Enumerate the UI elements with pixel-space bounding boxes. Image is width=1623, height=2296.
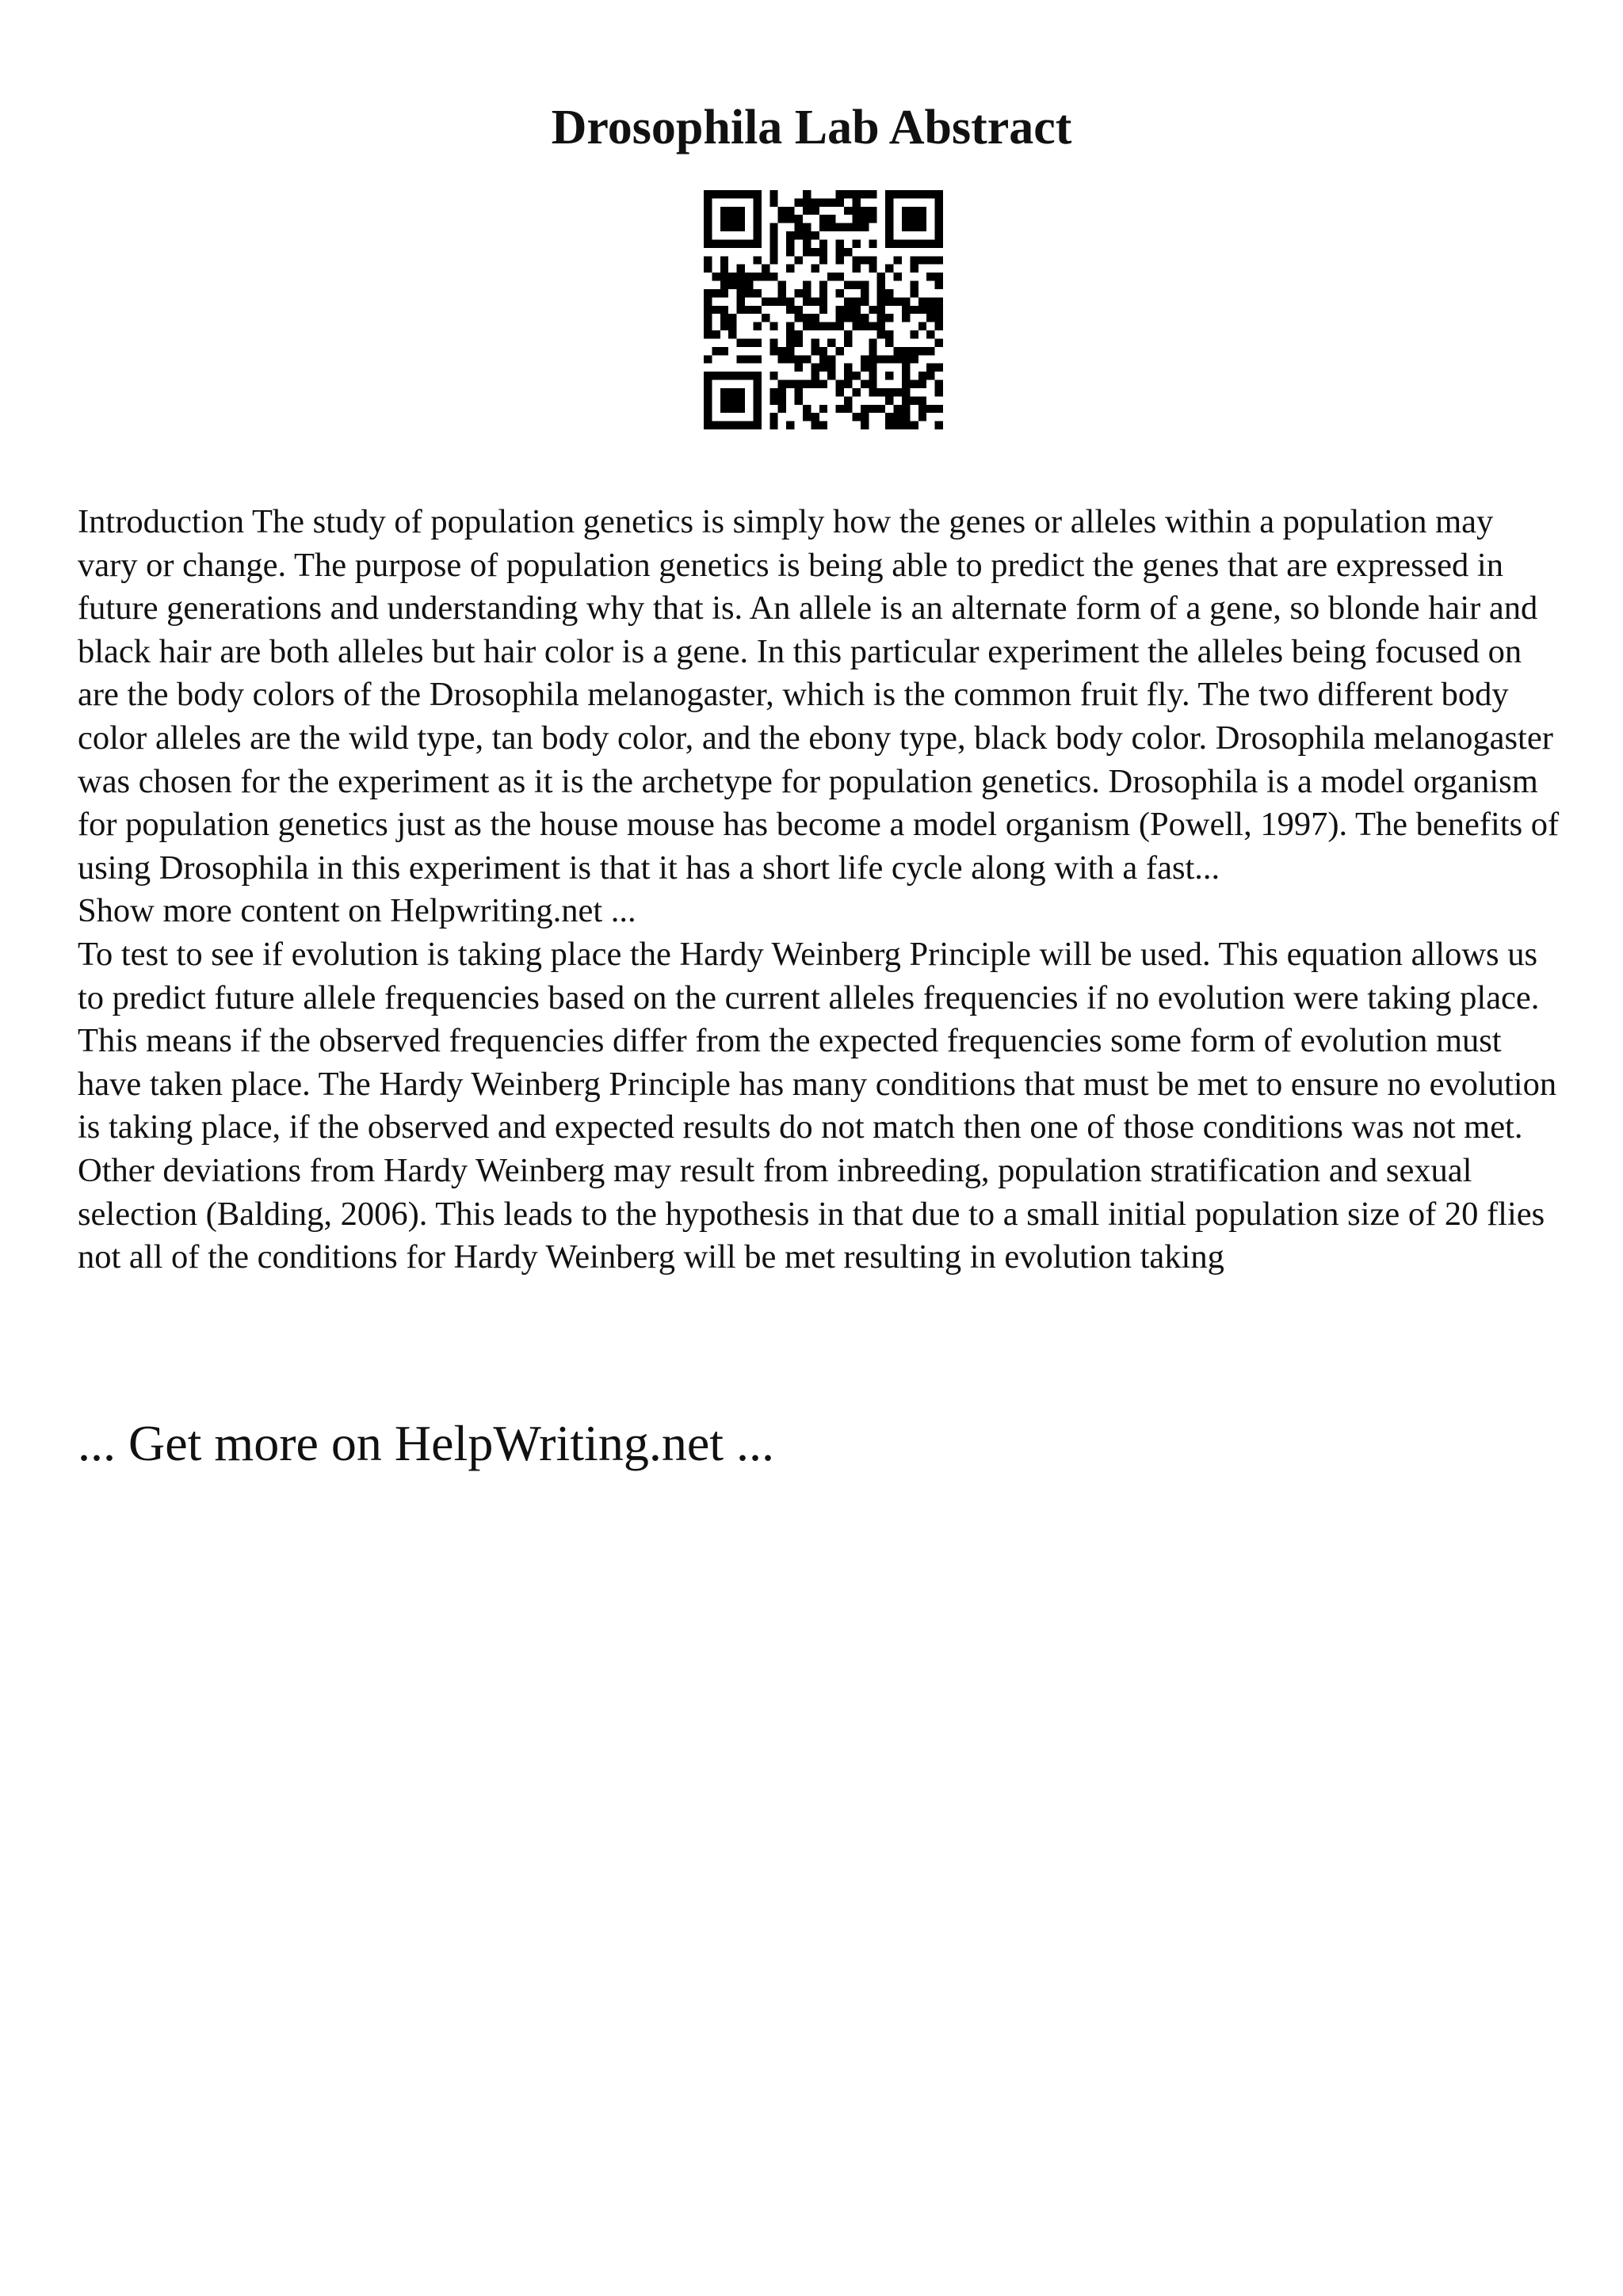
show-more-link[interactable]: Show more content on Helpwriting.net ...	[78, 892, 636, 930]
intro-paragraph: Introduction The study of population genetics is simply how the genes or alleles within a population may vary or change. The purpose of population genetics is being able to predict the genes that are expressed in future generations and understanding why that is. An allele is an alternate form of a gene, so blonde hair and black hair are both alleles but hair color is a gene. In this particular experiment the alleles being focused on are the body colors of the Drosophila melanogaster, which is the common fruit fly. The two different body color alleles are the wild type, tan body color, and the ebony type, black body color. Drosophila melanogaster was chosen for the experiment as it is the archetype for population genetics. Drosophila is a model organism for population genetics just as the house mouse has become a model organism (Powell, 1997). The benefits of using Drosophila in this experiment is that it has a short life cycle along with a fast...	[78, 503, 1560, 887]
get-more-link[interactable]: ... Get more on HelpWriting.net ...	[78, 1415, 774, 1471]
abstract-body	[78, 501, 1560, 1280]
qr-code-icon[interactable]	[704, 190, 943, 429]
hypothesis-paragraph: To test to see if evolution is taking place the Hardy Weinberg Principle will be used. This equation allows us to predict future allele frequencies based on the current alleles frequencies if no evolution were taking place. This means if the observed frequencies differ from the expected frequencies some form of evolution must have taken place. The Hardy Weinberg Principle has many conditions that must be met to ensure no evolution is taking place, if the observed and expected results do not match then one of those conditions was not met. Other deviations from Hardy Weinberg may result from inbreeding, population stratification and sexual selection (Balding, 2006). This leads to the hypothesis in that due to a small initial population size of 20 flies not all of the conditions for Hardy Weinberg will be met resulting in evolution taking	[78, 935, 1557, 1276]
document-title: Drosophila Lab Abstract	[551, 101, 1072, 154]
